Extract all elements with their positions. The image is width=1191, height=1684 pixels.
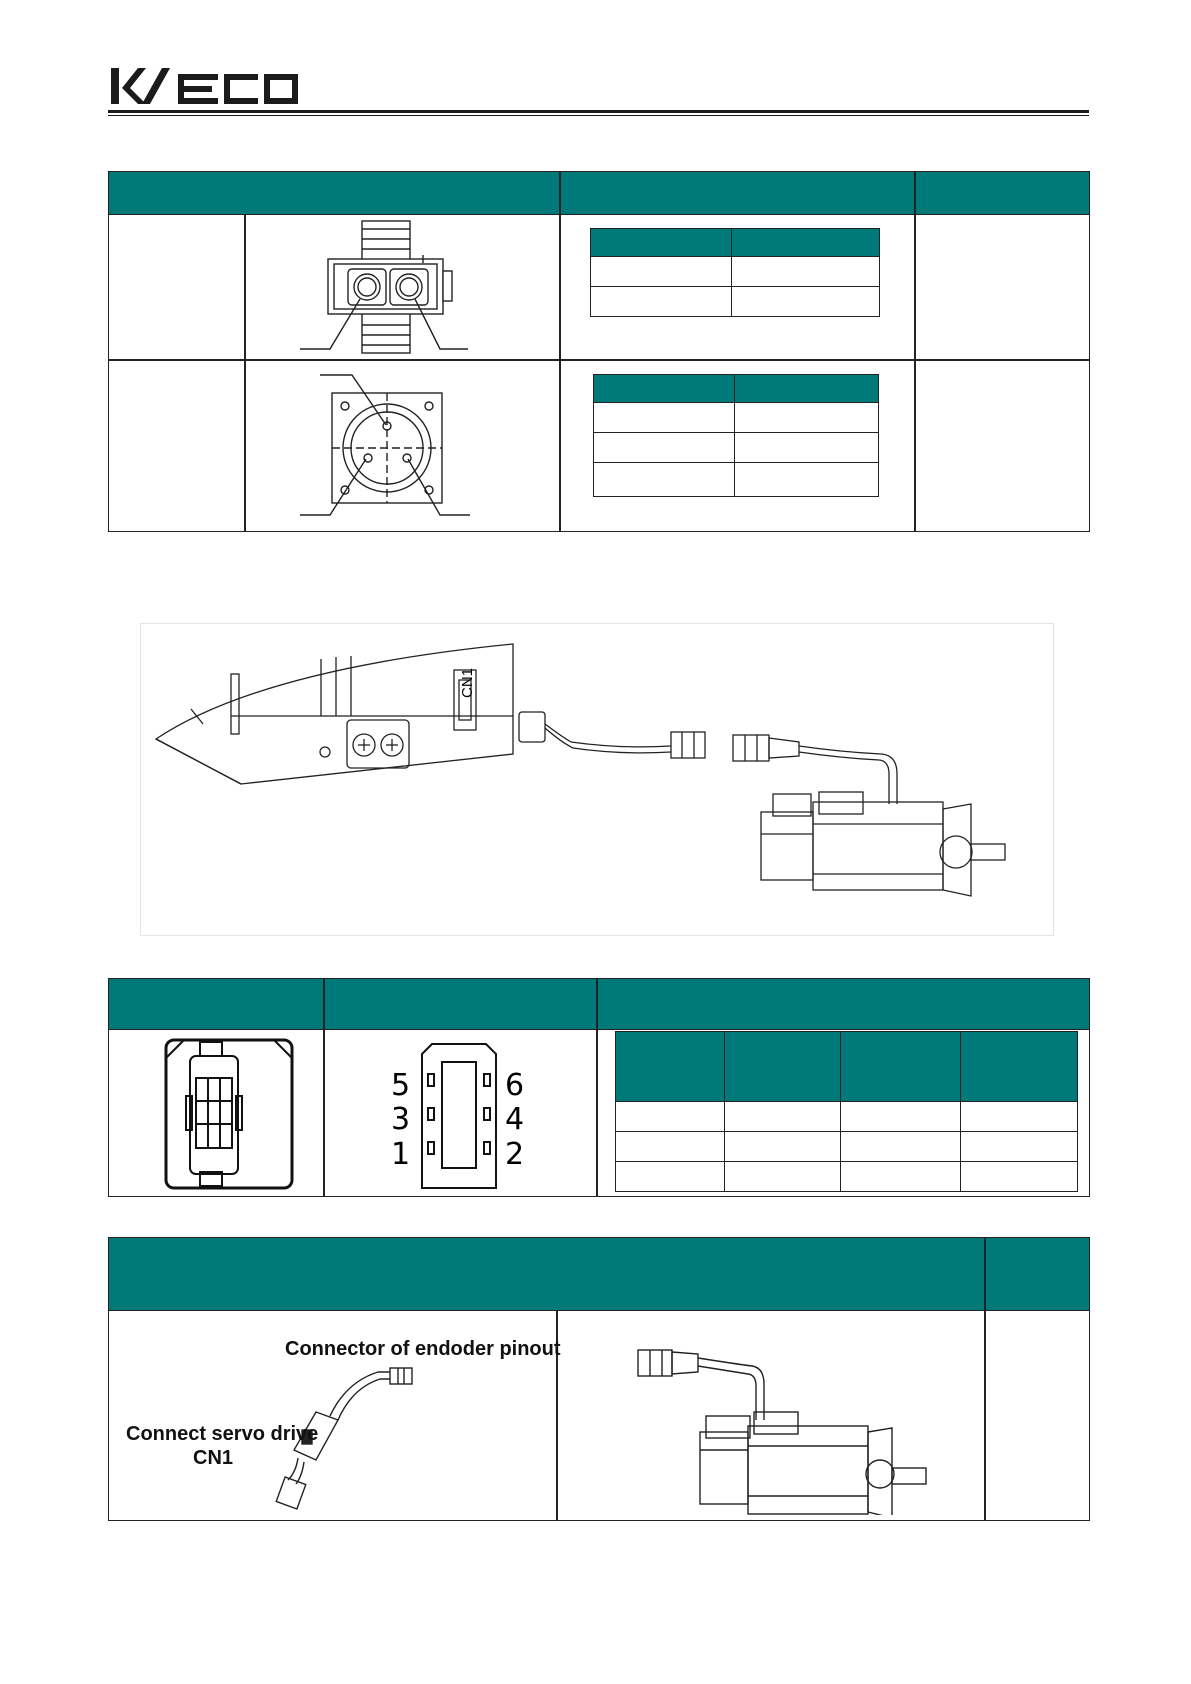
table-body [108,1310,1090,1521]
encoder-pinout-table [108,978,1090,1197]
header-divider [559,171,561,215]
annotation-encoder-connector: Connector of endoder pinout [285,1338,561,1360]
row-divider [108,359,1090,361]
header-divider [984,1237,986,1311]
servo-motor-drawing [636,1340,936,1515]
wiring-diagram [141,624,1055,937]
header-rule-thick [108,110,1089,113]
terminal-pin-table [590,228,880,317]
plug-pin-table [593,374,879,497]
encoder-cable-table [108,1237,1090,1521]
table-header-row [108,1237,1090,1311]
encoder-pin-definition-table [615,1031,1078,1192]
column-divider [914,214,916,532]
encoder-connector-face [164,1038,294,1190]
terminal-block-drawing [290,219,470,359]
annotation-connect-drive-cn1: CN1 [193,1447,234,1469]
column-divider [984,1310,986,1521]
column-divider [323,1029,325,1197]
header-divider [323,978,325,1030]
pin-label: 6 [505,1068,525,1103]
header-divider [596,978,598,1030]
wecon-logo [108,60,318,110]
header-divider [914,171,916,215]
table-header-row [108,171,1090,215]
pin-label: 2 [505,1137,525,1172]
power-connector-table [108,171,1090,531]
header-rule-thin [108,115,1089,116]
wiring-diagram-frame [140,623,1054,936]
pin-label: 5 [391,1068,411,1103]
annotation-connect-drive: Connect servo drive [126,1423,319,1445]
cn1-label: CN1 [459,667,476,698]
column-divider [559,214,561,532]
column-divider [244,214,246,532]
pin-numbering-outline [420,1042,498,1192]
column-divider [596,1029,598,1197]
pin-label: 1 [391,1137,411,1172]
table-header-row [108,978,1090,1030]
aviation-plug-drawing [290,363,470,528]
pin-label: 4 [505,1102,525,1137]
pin-label: 3 [391,1102,411,1137]
